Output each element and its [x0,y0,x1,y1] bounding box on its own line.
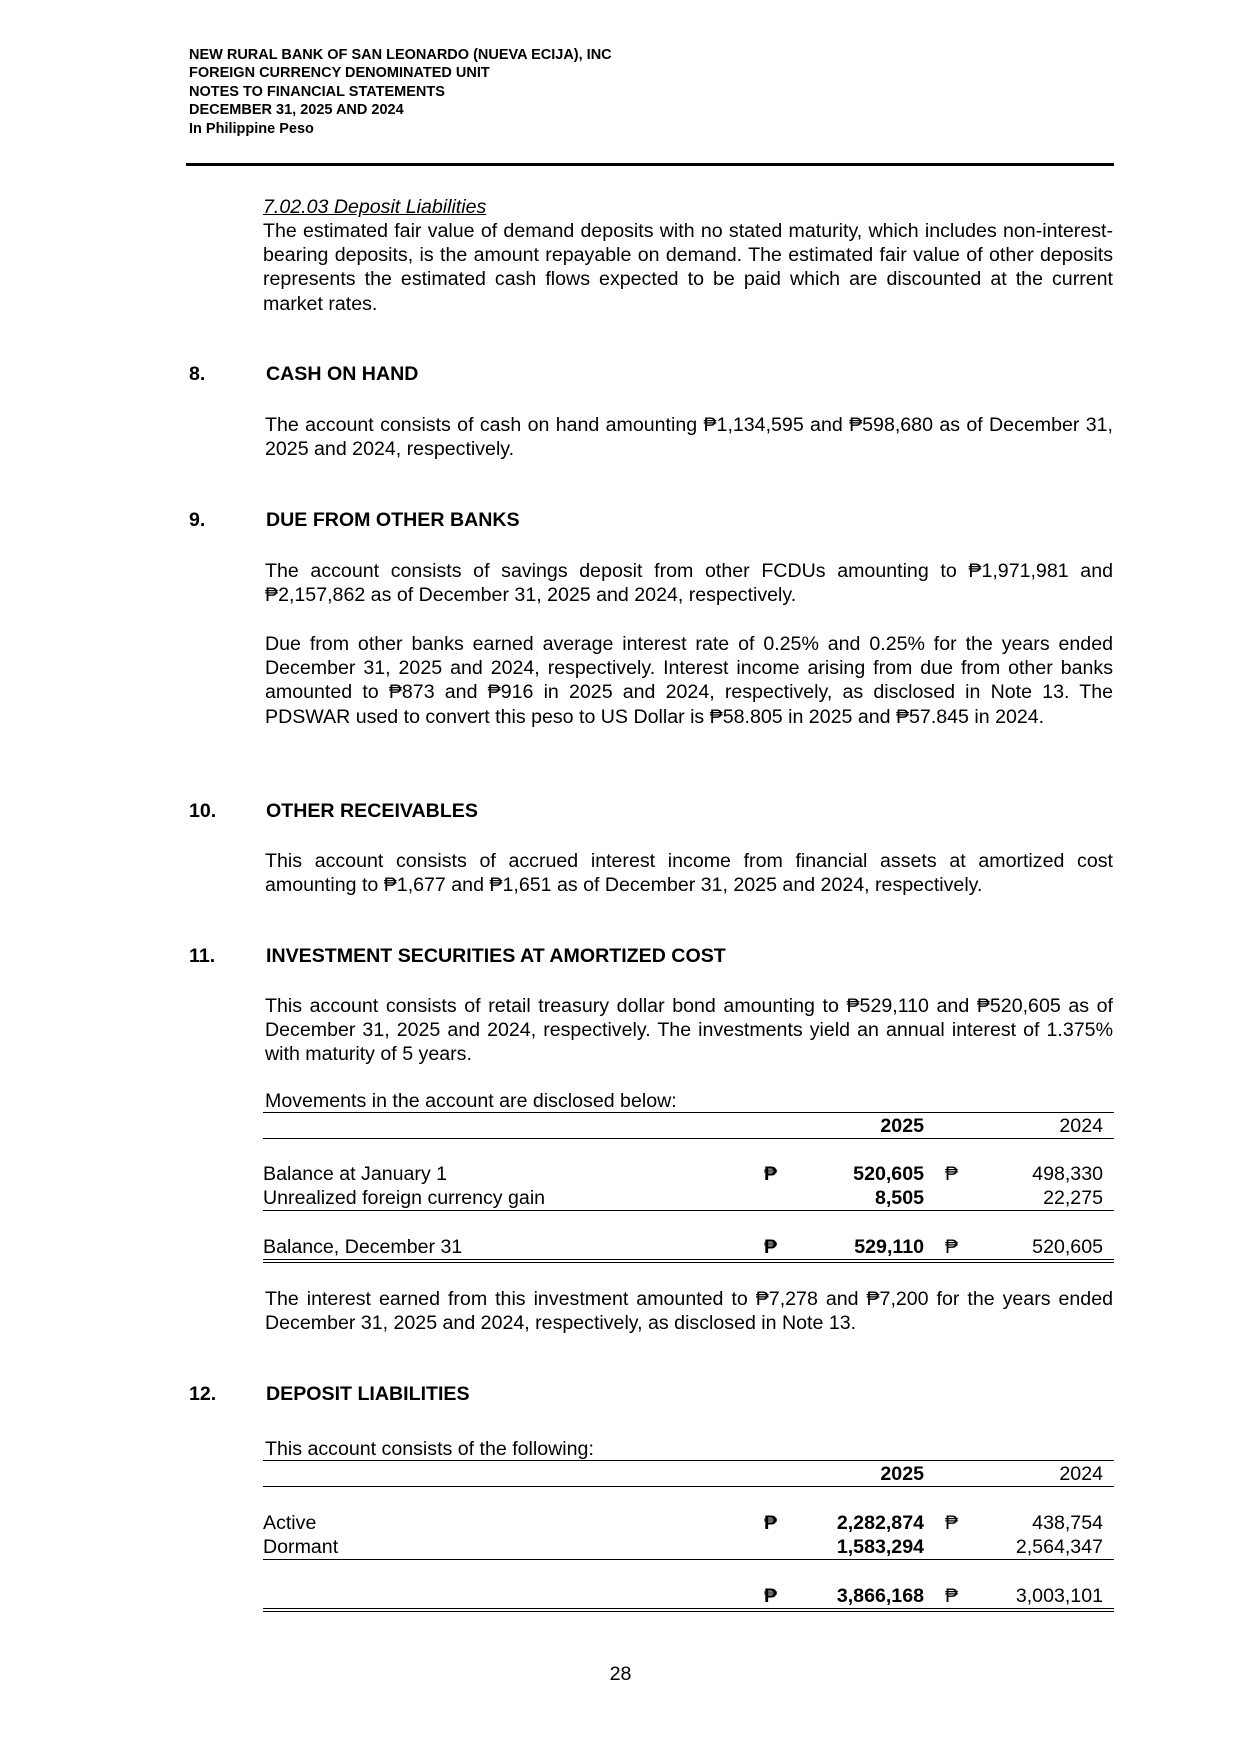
peso-sign: ₱ [945,1163,959,1185]
header-rule [186,163,1114,166]
table-rule [263,1138,1114,1139]
value-2024: 22,275 [1043,1187,1103,1209]
table-double-rule [263,1259,1114,1260]
note-12-title: DEPOSIT LIABILITIES [266,1383,470,1405]
row-label: Active [263,1512,317,1534]
total-2024: 520,605 [1032,1236,1103,1258]
note-12-table-intro: This account consists of the following: [265,1438,594,1460]
peso-sign: ₱ [764,1512,778,1534]
value-2025: 520,605 [853,1163,924,1185]
peso-sign: ₱ [764,1163,778,1185]
table-rule [263,1112,1114,1113]
page-number: 28 [609,1663,632,1685]
note-11-number: 11. [189,945,216,967]
row-label: Dormant [263,1536,339,1558]
value-2025: 8,505 [874,1187,924,1209]
total-2025: 3,866,168 [836,1585,924,1607]
note-11-table-intro: Movements in the account are disclosed below: [265,1090,677,1112]
peso-sign: ₱ [945,1512,959,1534]
total-label: Balance, December 31 [263,1236,463,1258]
note-11-title: INVESTMENT SECURITIES AT AMORTIZED COST [266,945,726,967]
table-double-rule [263,1608,1114,1609]
note-11-col-2024: 2024 [1059,1115,1103,1137]
note-10-number: 10. [189,800,217,822]
subsection-title: 7.02.03 Deposit Liabilities [263,196,487,218]
header-period: DECEMBER 31, 2025 AND 2024 [189,102,404,119]
peso-sign: ₱ [945,1585,959,1607]
value-2025: 2,282,874 [836,1512,924,1534]
note-8-body: The account consists of cash on hand amounting ₱1,134,595 and ₱598,680 as of December 31, 2025 and 2024, respectively. [265,414,1113,461]
note-8-number: 8. [189,363,206,385]
page-header [189,46,612,138]
value-2024: 498,330 [1032,1163,1103,1185]
value-2024: 2,564,347 [1015,1536,1103,1558]
note-11-after-text: The interest earned from this investment amounted to ₱7,278 and ₱7,200 for the years ended December 31, 2025 and 2024, respectively, as disclosed in Note 13. [265,1288,1113,1335]
peso-sign: ₱ [764,1585,778,1607]
header-currency: In Philippine Peso [189,120,314,137]
table-double-rule [263,1611,1114,1612]
table-rule [263,1486,1114,1487]
note-9-body-2: Due from other banks earned average interest rate of 0.25% and 0.25% for the years ended December 31, 2025 and 2024, respectively. Interest income arising from due from other banks amounted to ₱873 and ₱916 in 2025 and 2024, respectively, as disclosed in Note 13. The PDSWAR used to convert this peso to US Dollar is ₱58.805 in 2025 and ₱57.845 in 2024. [265,633,1113,728]
header-unit: FOREIGN CURRENCY DENOMINATED UNIT [189,65,490,82]
table-rule [263,1460,1114,1461]
note-11-body: This account consists of retail treasury dollar bond amounting to ₱529,110 and ₱520,605 as of December 31, 2025 and 2024, respectively. The investments yield an annual interest of 1.375% with maturity of 5 years. [265,995,1113,1066]
row-label: Unrealized foreign currency gain [263,1187,546,1209]
table-rule [263,1210,1114,1211]
total-2024: 3,003,101 [1015,1585,1103,1607]
note-12-col-2025: 2025 [880,1463,924,1485]
total-2025: 529,110 [854,1236,924,1258]
header-doc-title: NOTES TO FINANCIAL STATEMENTS [189,83,445,100]
header-company-name: NEW RURAL BANK OF SAN LEONARDO (NUEVA ECIJA), INC [189,47,612,63]
note-12-number: 12. [189,1383,217,1405]
note-10-title: OTHER RECEIVABLES [266,800,478,822]
row-label: Balance at January 1 [263,1163,448,1185]
value-2025: 1,583,294 [836,1536,924,1558]
note-9-body-1: The account consists of savings deposit from other FCDUs amounting to ₱1,971,981 and ₱2,157,862 as of December 31, 2025 and 2024, respectively. [265,560,1113,607]
peso-sign: ₱ [764,1236,778,1258]
peso-sign: ₱ [945,1236,959,1258]
subsection-body: The estimated fair value of demand deposits with no stated maturity, which includes non-interest-bearing deposits, is the amount repayable on demand. The estimated fair value of other deposits represents the estimated cash flows expected to be paid which are discounted at the current market rates. [263,220,1113,315]
table-double-rule [263,1262,1114,1263]
note-9-number: 9. [189,509,206,531]
note-10-body: This account consists of accrued interest income from financial assets at amortized cost amounting to ₱1,677 and ₱1,651 as of December 31, 2025 and 2024, respectively. [265,850,1113,897]
note-8-title: CASH ON HAND [266,363,419,385]
note-12-col-2024: 2024 [1059,1463,1103,1485]
table-rule [263,1559,1114,1560]
note-9-title: DUE FROM OTHER BANKS [266,509,520,531]
note-11-col-2025: 2025 [880,1115,924,1137]
value-2024: 438,754 [1032,1512,1103,1534]
